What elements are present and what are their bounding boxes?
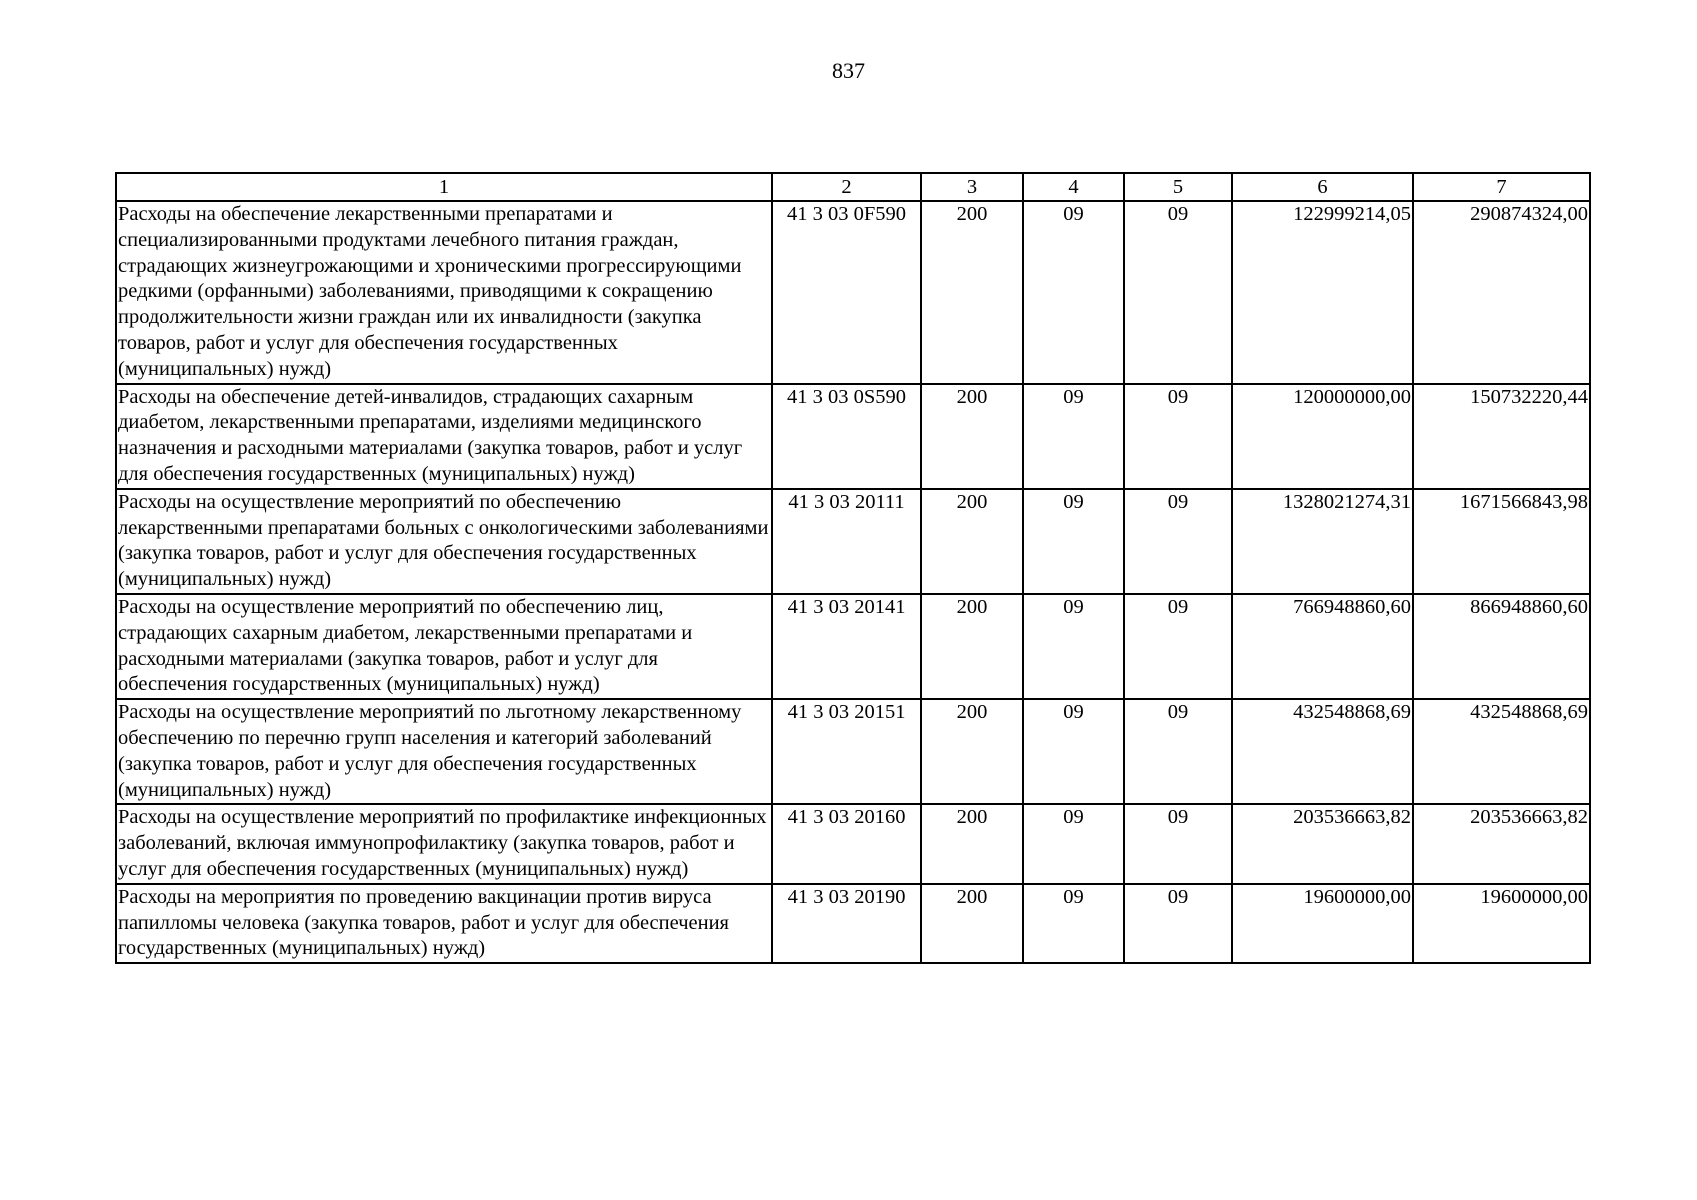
column-header-2: 2 [772,173,921,201]
amount-col6: 432548868,69 [1232,699,1413,804]
expense-type-code: 200 [921,384,1023,489]
subsection-code: 09 [1124,884,1232,963]
table-row [116,594,1590,699]
column-header-3: 3 [921,173,1023,201]
target-article-code: 41 3 03 0S590 [772,384,921,489]
amount-col7: 1671566843,98 [1413,489,1590,594]
header-row [116,173,1590,201]
table-row [116,699,1590,804]
amount-col6: 122999214,05 [1232,201,1413,384]
section-code: 09 [1023,384,1124,489]
subsection-code: 09 [1124,384,1232,489]
target-article-code: 41 3 03 20160 [772,804,921,883]
amount-col6: 19600000,00 [1232,884,1413,963]
target-article-code: 41 3 03 20111 [772,489,921,594]
amount-col6: 203536663,82 [1232,804,1413,883]
subsection-code: 09 [1124,699,1232,804]
page-number: 837 [832,58,865,83]
subsection-code: 09 [1124,489,1232,594]
table-row [116,804,1590,883]
expense-description: Расходы на осуществление мероприятий по обеспечению лиц, страдающих сахарным диабетом, лекарственными препаратами и расходными материалами (закупка товаров, работ и услуг для обеспечения государственных (муниципальных) нужд) [116,594,772,699]
expense-description: Расходы на мероприятия по проведению вакцинации против вируса папилломы человека (закупка товаров, работ и услуг для обеспечения государственных (муниципальных) нужд) [116,884,772,963]
expense-description: Расходы на осуществление мероприятий по обеспечению лекарственными препаратами больных с онкологическими заболеваниями (закупка товаров, работ и услуг для обеспечения государственных (муниципальных) нужд) [116,489,772,594]
expense-type-code: 200 [921,201,1023,384]
section-code: 09 [1023,201,1124,384]
table-row [116,201,1590,384]
column-header-5: 5 [1124,173,1232,201]
amount-col6: 120000000,00 [1232,384,1413,489]
target-article-code: 41 3 03 20190 [772,884,921,963]
amount-col7: 290874324,00 [1413,201,1590,384]
subsection-code: 09 [1124,804,1232,883]
amount-col7: 203536663,82 [1413,804,1590,883]
section-code: 09 [1023,884,1124,963]
section-code: 09 [1023,489,1124,594]
amount-col7: 19600000,00 [1413,884,1590,963]
section-code: 09 [1023,804,1124,883]
table-row [116,884,1590,963]
column-header-6: 6 [1232,173,1413,201]
target-article-code: 41 3 03 0F590 [772,201,921,384]
amount-col7: 150732220,44 [1413,384,1590,489]
target-article-code: 41 3 03 20141 [772,594,921,699]
expense-description: Расходы на обеспечение лекарственными препаратами и специализированными продуктами лечебного питания граждан, страдающих жизнеугрожающими и хроническими прогрессирующими редкими (орфанными) заболеваниями, приводящими к сокращению продолжительности жизни граждан или их инвалидности (закупка товаров, работ и услуг для обеспечения государственных (муниципальных) нужд) [116,201,772,384]
budget-table [115,172,1591,964]
column-header-7: 7 [1413,173,1590,201]
amount-col6: 1328021274,31 [1232,489,1413,594]
expense-type-code: 200 [921,594,1023,699]
amount-col7: 866948860,60 [1413,594,1590,699]
expense-description: Расходы на осуществление мероприятий по льготному лекарственному обеспечению по перечню групп населения и категорий заболеваний (закупка товаров, работ и услуг для обеспечения государственных (муниципальных) нужд) [116,699,772,804]
table-row [116,489,1590,594]
expense-description: Расходы на осуществление мероприятий по профилактике инфекционных заболеваний, включая иммунопрофилактику (закупка товаров, работ и услуг для обеспечения государственных (муниципальных) нужд) [116,804,772,883]
expense-description: Расходы на обеспечение детей-инвалидов, страдающих сахарным диабетом, лекарственными препаратами, изделиями медицинского назначения и расходными материалами (закупка товаров, работ и услуг для обеспечения государственных (муниципальных) нужд) [116,384,772,489]
amount-col6: 766948860,60 [1232,594,1413,699]
subsection-code: 09 [1124,594,1232,699]
expense-type-code: 200 [921,804,1023,883]
expense-type-code: 200 [921,699,1023,804]
target-article-code: 41 3 03 20151 [772,699,921,804]
section-code: 09 [1023,699,1124,804]
table-row [116,384,1590,489]
column-header-1: 1 [116,173,772,201]
column-header-4: 4 [1023,173,1124,201]
expense-type-code: 200 [921,489,1023,594]
expense-type-code: 200 [921,884,1023,963]
subsection-code: 09 [1124,201,1232,384]
amount-col7: 432548868,69 [1413,699,1590,804]
section-code: 09 [1023,594,1124,699]
